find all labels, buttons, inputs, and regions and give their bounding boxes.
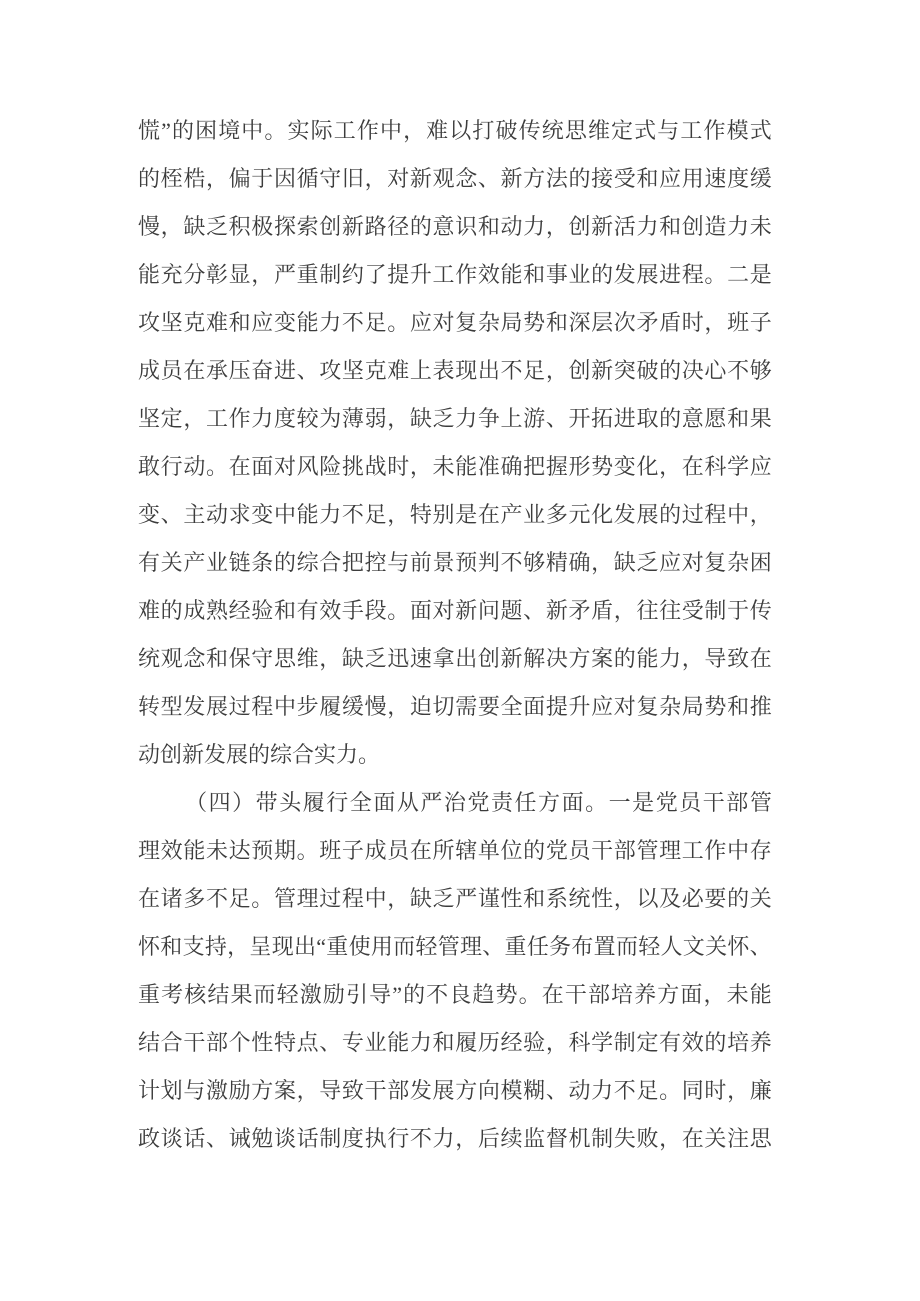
text-line: 在 诸 多 不 足 。 管 理 过 程 中 ， 缺 乏 严 谨 性 和 系 统 性 ， 以 及 必 要 的 关 — [138, 886, 772, 911]
text-line: 能 充 分 彰 显 ， 严 重 制 约 了 提 升 工 作 效 能 和 事 业 的 发 展 进 程 。 二 是 — [138, 262, 772, 287]
text-line: 敢 行 动 。 在 面 对 风 险 挑 战 时 ， 未 能 准 确 把 握 形 势 变 化 ， 在 科 学 应 — [138, 454, 772, 479]
text-line: 有 关 产 业 链 条 的 综 合 把 控 与 前 景 预 判 不 够 精 确 ， 缺 乏 应 对 复 杂 困 — [138, 550, 772, 575]
text-line: 转 型 发 展 过 程 中 步 履 缓 慢 ， 迫 切 需 要 全 面 提 升 应 对 复 杂 局 势 和 推 — [138, 694, 772, 719]
text-line: 慢 ， 缺 乏 积 极 探 索 创 新 路 径 的 意 识 和 动 力 ， 创 新 活 力 和 创 造 力 未 — [138, 214, 772, 239]
text-line: 慌 ” 的 困 境 中 。 实 际 工 作 中 ， 难 以 打 破 传 统 思 维 定 式 与 工 作 模 式 — [138, 118, 772, 143]
text-line: 难 的 成 熟 经 验 和 有 效 手 段 。 面 对 新 问 题 、 新 矛 盾 ， 往 往 受 制 于 传 — [138, 598, 772, 623]
text-line: 重 考 核 结 果 而 轻 激 励 引 导 ” 的 不 良 趋 势 。 在 干 部 培 养 方 面 ， 未 能 — [138, 982, 772, 1007]
text-line: 怀 和 支 持 ， 呈 现 出 “ 重 使 用 而 轻 管 理 、 重 任 务 布 置 而 轻 人 文 关 怀 、 — [138, 934, 772, 959]
text-line: 结 合 干 部 个 性 特 点 、 专 业 能 力 和 履 历 经 验 ， 科 学 制 定 有 效 的 培 养 — [138, 1030, 772, 1055]
document-text-block — [138, 107, 772, 1163]
text-line: 成 员 在 承 压 奋 进 、 攻 坚 克 难 上 表 现 出 不 足 ， 创 新 突 破 的 决 心 不 够 — [138, 358, 772, 383]
text-line: 计 划 与 激 励 方 案 ， 导 致 干 部 发 展 方 向 模 糊 、 动 力 不 足 。 同 时 ， 廉 — [138, 1078, 772, 1103]
text-line: 攻 坚 克 难 和 应 变 能 力 不 足 。 应 对 复 杂 局 势 和 深 层 次 矛 盾 时 ， 班 子 — [138, 310, 772, 335]
text-line: 政 谈 话 、 诫 勉 谈 话 制 度 执 行 不 力 ， 后 续 监 督 机 制 失 败 ， 在 关 注 思 — [138, 1126, 772, 1151]
text-line: 变 、 主 动 求 变 中 能 力 不 足 ， 特 别 是 在 产 业 多 元 化 发 展 的 过 程 中 ， — [138, 502, 772, 527]
text-line: 统 观 念 和 保 守 思 维 ， 缺 乏 迅 速 拿 出 创 新 解 决 方 案 的 能 力 ， 导 致 在 — [138, 646, 772, 671]
text-line: 理 效 能 未 达 预 期 。 班 子 成 员 在 所 辖 单 位 的 党 员 干 部 管 理 工 作 中 存 — [138, 838, 772, 863]
text-line: 坚 定 ， 工 作 力 度 较 为 薄 弱 ， 缺 乏 力 争 上 游 、 开 拓 进 取 的 意 愿 和 果 — [138, 406, 772, 431]
text-line: 动创新发展的综合实力。 — [138, 742, 381, 767]
text-line: （ 四 ） 带 头 履 行 全 面 从 严 治 党 责 任 方 面 。 一 是 党 员 干 部 管 — [185, 790, 772, 815]
text-line: 的 桎 梏 ， 偏 于 因 循 守 旧 ， 对 新 观 念 、 新 方 法 的 接 受 和 应 用 速 度 缓 — [138, 166, 772, 191]
